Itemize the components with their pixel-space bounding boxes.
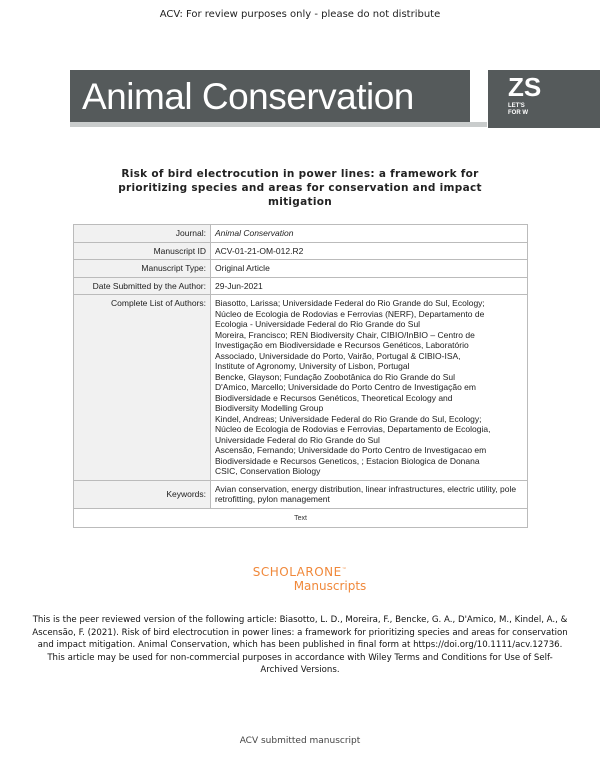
- table-row: [74, 277, 528, 295]
- notice-citation: This is the peer reviewed version of the following article: Biasotto, L. D., Moreira, F., Bencke, G. A., D'Amico, M., Kindel, A., & Ascensão, F. (2021). Risk of bird electrocution in power lines: a framework for prioritizing species and areas for conservation and impact mitigation. Animal Conservation, which has been published in final form at https://doi.org/10.1111/acv.12736.: [32, 615, 568, 650]
- author-line: Universidade Federal do Rio Grande do Sul: [215, 434, 380, 445]
- row-label: Keywords:: [74, 480, 211, 508]
- row-value: Avian conservation, energy distribution, linear infrastructures, electric utility, pole retrofitting, pylon management: [211, 480, 528, 508]
- row-label: Date Submitted by the Author:: [74, 277, 211, 295]
- zsl-logo-line2: FOR W: [508, 110, 528, 116]
- table-row: [74, 260, 528, 278]
- author-line: Biodiversity Modelling Group: [215, 403, 324, 413]
- review-header: ACV: For review purposes only - please do not distribute: [159, 9, 441, 20]
- notice-terms: This article may be used for non-commercial purposes in accordance with Wiley Terms and Conditions for Use of Self-Archived Versions.: [47, 652, 553, 675]
- author-line: Núcleo de Ecologia de Rodovias e Ferrovias, Departamento de Ecologia,: [215, 424, 491, 434]
- authors-list: [211, 295, 528, 481]
- author-line: CSIC, Conservation Biology: [215, 466, 321, 476]
- row-value: Animal Conservation: [211, 225, 528, 243]
- row-value: Original Article: [211, 260, 528, 278]
- page-footer: ACV submitted manuscript: [239, 736, 361, 746]
- author-line: Moreira, Francisco; REN Biodiversity Chair, CIBIO/InBIO – Centro de: [215, 329, 475, 340]
- row-label: Complete List of Authors:: [74, 295, 211, 481]
- author-line: Biodiversidade e Recursos Genéticos, Theoretical Ecology and: [215, 392, 453, 403]
- zsl-logo-text: ZS: [508, 72, 542, 102]
- table-row: [74, 295, 528, 481]
- banner-strip: [70, 122, 487, 127]
- scholarone-logo: [0, 563, 600, 579]
- row-value: ACV-01-21-OM-012.R2: [211, 242, 528, 260]
- author-line: Investigação em Biodiversidade e Recursos Genéticos, Laboratório: [215, 340, 469, 350]
- manuscript-info-table: [73, 224, 528, 528]
- zsl-logo-line1: LET'S: [508, 103, 525, 109]
- author-line: Biasotto, Larissa; Universidade Federal do Rio Grande do Sul, Ecology;: [215, 298, 485, 308]
- scholarone-sub: Manuscripts: [293, 579, 367, 593]
- author-line: Kindel, Andreas; Universidade Federal do Rio Grande do Sul, Ecology;: [215, 413, 482, 424]
- row-label: Manuscript Type:: [74, 260, 211, 278]
- row-value: 29-Jun-2021: [211, 277, 528, 295]
- journal-banner-title: Animal Conservation: [82, 76, 414, 117]
- author-line: Ascensão, Fernando; Universidade do Porto Centro de Investigacao em: [215, 445, 487, 455]
- table-row: [74, 242, 528, 260]
- journal-banner: [70, 70, 470, 122]
- publication-notice: [30, 614, 570, 677]
- author-line: Associado, Universidade do Porto, Vairão, Portugal & CIBIO-ISA,: [215, 350, 461, 361]
- scholarone-tm: ™: [341, 567, 348, 573]
- author-line: Biodiversidade e Recursos Geneticos, ; Estacion Biologica de Donana: [215, 455, 480, 466]
- row-label: Journal:: [74, 225, 211, 243]
- table-row-empty: [74, 508, 528, 527]
- empty-cell: [74, 508, 528, 527]
- author-line: Núcleo de Ecologia de Rodovias e Ferrovias (NERF), Departamento de: [215, 308, 485, 319]
- author-line: Ecologia - Universidade Federal do Rio Grande do Sul: [215, 319, 421, 329]
- table-row: [74, 480, 528, 508]
- author-line: D'Amico, Marcello; Universidade do Porto Centro de Investigação em: [215, 382, 476, 392]
- author-line: Institute of Agronomy, University of Lisbon, Portugal: [215, 361, 410, 371]
- zsl-logo: [488, 70, 600, 128]
- author-line: Bencke, Glayson; Fundação Zoobotânica do Rio Grande do Sul: [215, 371, 456, 382]
- text-overlay-label: Text: [294, 514, 307, 522]
- scholarone-brand: SCHOLARONE: [252, 565, 342, 579]
- row-label: Manuscript ID: [74, 242, 211, 260]
- manuscript-title: Risk of bird electrocution in power lines: a framework for prioritizing species and areas for conservation and impact mitigation: [118, 168, 482, 208]
- table-row: [74, 225, 528, 243]
